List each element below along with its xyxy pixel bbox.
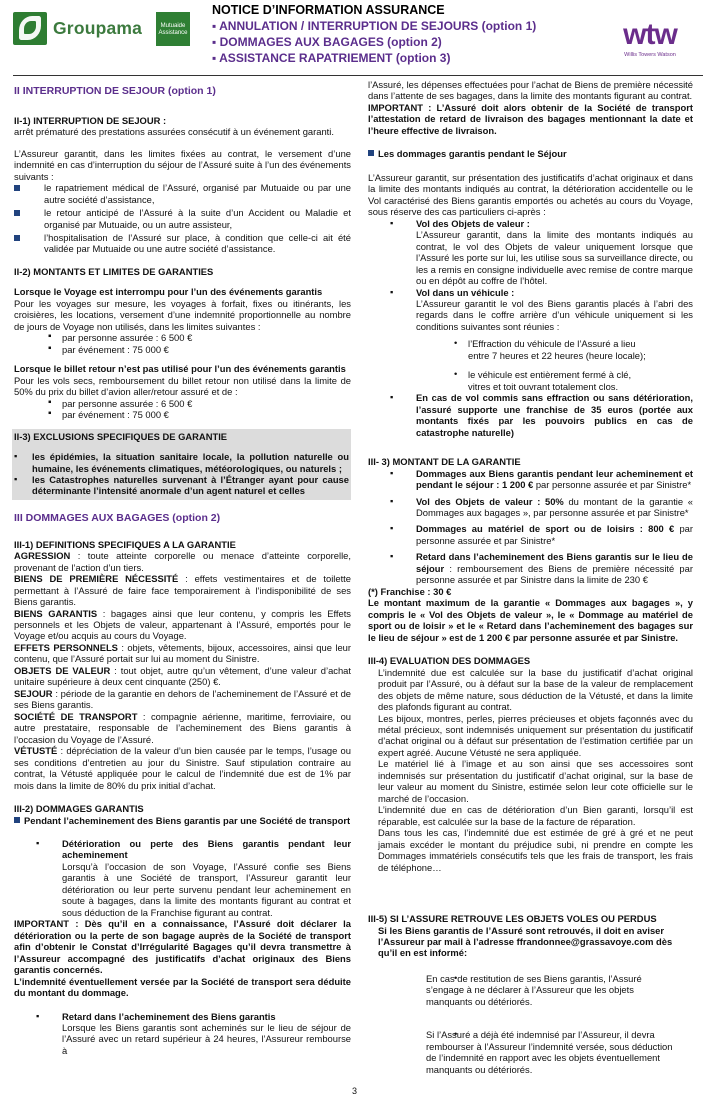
s23-title: II-3) EXCLUSIONS SPECIFIQUES DE GARANTIE [14,430,228,442]
paragraph: Les bijoux, montres, perles, pierres précieuses et objets façonnés avec du métal précieux, sont indemnisés uniquement sur présentation du justificatif d’achat original ou à défaut sur présentation de l’estimation certifiée par un expert agréé. Aucune Vétusté ne sera appliquée. [378,712,693,758]
exclusions-box [12,429,351,500]
s33-franchise: (*) Franchise : 30 € [368,585,452,597]
s33-list [368,468,693,586]
page-number: 3 [352,1086,358,1096]
s32-list-2 [14,1011,351,1057]
list-item: ▪ Vol des Objets de valeur : 50% du montant de la garantie « Dommages aux bagages », par personne assurée et par Sinistre* [368,496,693,519]
s32-important: IMPORTANT : Dès qu’il en a connaissance, l’Assuré doit déclarer la détérioration ou la perte de son bagage auprès de la Société de transport afin d’obtenir le Constat d’Irrégularité Bagages qu’il devra transmettre à l’Assureur accompagné des justificatifs d’achat originaux des Biens garantis concernés. [14,918,351,976]
definition: SEJOUR : période de la garantie en dehors de l’acheminement de l’Assuré et de ses Biens garantis. [14,687,351,711]
square-bullet-icon [14,235,20,241]
header-divider [13,75,703,76]
s32-title: III-2) DOMMAGES GARANTIS [14,803,144,815]
list-item: ▪ les Catastrophes naturelles survenant à l’Étranger ayant pour cause déterminante l’intensité anormale d’un agent naturel et celles [14,474,349,497]
list-item: ▪ Détérioration ou perte des Biens garantis pendant leur acheminement Lorsqu’à l’occasion de son Voyage, l’Assuré confie ses Biens garantis à une Société de transport, l’Assureur garantit leur détérioration ou leur perte survenu pendant leur acheminement en soute à bagages, dans la limite des montants figurant au contrat et sous déduction de la Franchise figurant au contrat. [14,838,351,918]
definition: BIENS DE PREMIÈRE NÉCESSITÉ : effets vestimentaires et de toilette permettant à l’Assuré de faire face temporairement à l’indisponibilité de ses Biens garantis. [14,573,351,608]
list-item: le retour anticipé de l’Assuré à la suite d’un Accident ou Maladie et organisé par Mutuaide, ou un autre assisteur, [14,207,351,230]
s31-title: III-1) DEFINITIONS SPECIFIQUES A LA GARANTIE [14,538,236,550]
list-item: ▪ Dommages au matériel de sport ou de loisirs : 800 € par personne assurée et par Sinistre* [368,523,693,546]
s32-list-1 [14,838,351,918]
title-line-2: ▪ DOMMAGES AUX BAGAGES (option 2) [212,34,442,49]
s34-title: III-4) EVALUATION DES DOMMAGES [368,655,531,667]
definition: EFFETS PERSONNELS : objets, vêtements, bijoux, accessoires, ainsi que leur contenu, que l’Assuré portait sur lui au moment du Sinistre. [14,641,351,665]
square-bullet-icon [14,185,20,191]
list-item: ▪ par personne assurée : 6 500 € [14,398,351,409]
wtw-logo [605,20,695,59]
definition: SOCIÉTÉ DE TRANSPORT : compagnie aérienne, maritime, ferroviaire, ou autre prestataire, responsable de l’acheminement des Biens garantis à l’occasion du Voyage de l’Assuré. [14,710,352,745]
s22-a-list [14,332,351,355]
paragraph: L’indemnité due en cas de détérioration d’un Bien garanti, lorsqu’il est réparable, est calculée sur la base de la facture de réparation. [378,804,693,827]
s22-b-list [14,398,351,421]
title-block [212,3,592,65]
mutuaide-logo: Mutuaide Assistance [156,12,190,46]
right-column [368,79,693,1075]
definition: VÉTUSTÉ : dépréciation de la valeur d’un bien causée par le temps, l’usage ou ses conditions d’entretien au jour du Sinistre. Sauf stipulation contraire au contrat, la Vétusté appliquée pour le calcul de l’indemnité due est de 1% par mois dans la limite de 80% du prix initial d’achat. [14,745,351,791]
document-title: NOTICE D’INFORMATION ASSURANCE [212,3,445,17]
s32-sub: Pendant l’acheminement des Biens garantis par une Société de transport [14,815,351,826]
vehicle-conditions [368,338,693,392]
s35-text: Si les Biens garantis de l’Assuré sont retrouvés, il doit en aviser l’Assureur par mail à l’adresse ffrandonnee@grassavoye.com dès qu’il en est informé: [378,924,673,959]
s22-b-head: Lorsque le billet retour n’est pas utilisé pour l’un des événements garantis [14,363,346,375]
s32-indemn: L’indemnité éventuellement versée par la Société de transport sera déduite du montant du dommage. [14,975,351,999]
cont-text: l’Assuré, les dépenses effectuées pour l’achat de Biens de première nécessité dans l’attente de ses bagages, dans la limite des montants figurant au contrat. [368,79,693,102]
definitions [14,550,351,791]
list-item: ▪ Retard dans l’acheminement des Biens garantis Lorsque les Biens garantis sont acheminés sur le lieu de séjour de l’Assuré avec un retard supérieur à 24 heures, l’Assureur rembourse à [14,1011,351,1057]
groupama-leaf-icon [13,12,47,45]
sejour-sub: Les dommages garantis pendant le Séjour [368,148,693,159]
section-3-title: III DOMMAGES AUX BAGAGES (option 2) [14,511,221,524]
paragraph: L’indemnité due est calculée sur la base du justificatif d’achat original produit par l’Assuré, ou à défaut sur la base de la valeur de remplacement des objets de même nature, sous déduction de la Vétusté, et dans la limite des plafonds figurant au contrat. [378,666,693,713]
list-item: le rapatriement médical de l’Assuré, organisé par Mutuaide ou par une autre société d’assistance, [14,182,351,205]
list-item: • l’Effraction du véhicule de l’Assuré a lieu entre 7 heures et 22 heures (heure locale); [368,338,693,361]
s21-title: II-1) INTERRUPTION DE SEJOUR : [14,114,167,126]
s21-intro: L’Assureur garantit, dans les limites fixées au contrat, le versement d’une indemnité en cas d’interruption du séjour de l’Assuré suite à l’un des événements suivants : [14,147,351,182]
s33-max: Le montant maximum de la garantie « Dommages aux bagages », y compris le « Vol des Objets de valeur », le « Dommage au matériel de sport ou de loisir » et le « Retard dans l’acheminement des bagages sur le lieu de séjour » est de 1 200 € par personne assurée et par Sinistre. [368,597,693,643]
square-bullet-icon [14,817,20,823]
s34-body [368,667,693,873]
s35-list [368,973,693,1075]
s22-a-text: Pour les voyages sur mesure, les voyages à forfait, fixes ou itinérants, les croisières, les locations, versement d’une indemnité proportionnelle au nombre de jours de Voyage non utilisés, dans les limites suivantes : [14,297,351,332]
list-item: l’hospitalisation de l’Assuré sur place, à condition que celle-ci ait été validée par Mutuaide ou une autre société d’assistance. [14,232,351,255]
s22-title: II-2) MONTANTS ET LIMITES DE GARANTIES [14,265,214,277]
cont-important: IMPORTANT : L’Assuré doit alors obtenir de la Société de transport l’attestation de retard de livraison des bagages mentionnant la date et l’heure effective de livraison. [368,101,693,136]
groupama-name: Groupama [53,17,143,38]
list-item: ▪ les épidémies, la situation sanitaire locale, la pollution naturelle ou humaine, les événements climatiques, météorologiques, ou naturels ; [14,451,349,474]
franchise-list [368,392,693,438]
groupama-logo [13,12,142,45]
s35-title: III-5) SI L’ASSURE RETROUVE LES OBJETS VOLES OU PERDUS [368,913,657,925]
list-item: ▪ par événement : 75 000 € [14,344,351,355]
s22-b-text: Pour les vols secs, remboursement du billet retour non utilisé dans la limite de 50% du prix du billet d’avion aller/retour assuré et de : [14,374,351,398]
list-item: ▪ Vol des Objets de valeur : L’Assureur garantit, dans la limite des montants indiqués au contrat, le vol des Objets de valeur uniquement lorsque que l’Assuré les porte sur lui, les utilise sous sa surveillance directe, ou les a remis en consigne individuelle avec remise de contre marque ou en dépôt au coffre de l’hôtel. [368,218,693,287]
s33-title: III- 3) MONTANT DE LA GARANTIE [368,456,521,468]
definition: AGRESSION : toute atteinte corporelle ou menace d’atteinte corporelle, provenant de l’action d’un tiers. [14,550,351,573]
title-line-3: ▪ ASSISTANCE RAPATRIEMENT (option 3) [212,50,451,65]
sejour-intro: L’Assureur garantit, sur présentation des justificatifs d’achat originaux et dans la limite des montants indiqués au contrat, la détérioration accidentelle ou le Vol caractérisé des Biens garantis emportés ou achetés au cours du Voyage, sous réserve des cas particuliers ci-après : [368,171,693,218]
title-line-1: ▪ ANNULATION / INTERRUPTION DE SEJOURS (option 1) [212,19,537,34]
s21-list [14,182,351,255]
wtw-mark: wtw [623,18,677,51]
left-column [14,85,351,1056]
section-2-title: II INTERRUPTION DE SEJOUR (option 1) [14,85,216,97]
square-bullet-icon [368,150,374,156]
wtw-sub: Willis Towers Watson [624,52,676,58]
paragraph: Dans tous les cas, l’indemnité due est estimée de gré à gré et ne peut jamais excéder le montant du préjudice subi, ni prendre en compte les Dommages immatériels consécutifs tels que les frais de transport, les frais de téléphone… [378,827,693,873]
definition: OBJETS DE VALEUR : tout objet, autre qu’un vêtement, d’une valeur d’achat unitaire supérieure à deux cent cinquante (250) €. [14,664,351,688]
s22-a-head: Lorsque le Voyage est interrompu pour l’un des événements garantis [14,286,323,298]
definition: BIENS GARANTIS : bagages ainsi que leur contenu, y compris les Effets personnels et les Objets de valeur, appartenant à l’Assuré, emportés pour le Voyage et/ou acquis au cours du Voyage. [14,607,351,642]
sejour-list [368,218,693,333]
list-item: • En cas de restitution de ses Biens garantis, l’Assuré s’engage à ne déclarer à l’Assureur que les objets manquants ou détériorés. [368,973,693,1007]
square-bullet-icon [14,210,20,216]
list-item: • le véhicule est entièrement fermé à clé, vitres et toit ouvrant totalement clos. [368,369,693,392]
list-item: ▪ par événement : 75 000 € [14,409,351,420]
list-item: • Si l’Assuré a déjà été indemnisé par l’Assureur, il devra rembourser à l’Assureur l’indemnité versée, sous déduction de l’indemnité en rapport avec les objets éventuellement manquants ou détériorés. [368,1029,693,1075]
list-item: ▪ Vol dans un véhicule : L’Assureur garantit le vol des Biens garantis placés à l’abri des regards dans le coffre arrière d’un véhicule uniquement si les conditions suivantes sont réunies : [368,287,693,333]
list-item: ▪ Retard dans l’acheminement des Biens garantis sur le lieu de séjour : remboursement des Biens de première nécessité par personne assurée et par Sinistre dans la limite de 230 € [368,551,693,585]
page-header [0,0,716,75]
s21-text: arrêt prématuré des prestations assurées consécutif à un événement garanti. [14,126,334,138]
list-item: ▪ par personne assurée : 6 500 € [14,332,351,343]
list-item: ▪ En cas de vol commis sans effraction ou sans détérioration, l’assuré supporte une franchise de 35 euros (portée aux montants fixés par les pouvoirs publics en cas de catastrophe naturelle) [368,392,693,438]
s23-list [14,451,349,497]
paragraph: Le matériel lié à l’image et au son ainsi que ses accessoires sont indemnisés sur présentation du justificatif d’achat original, sur la base de leur valeur au moment du Sinistre, estimée selon leur cote officielle sur le marché de l’occasion. [378,758,693,804]
list-item: ▪ Dommages aux Biens garantis pendant leur acheminement et pendant le séjour : 1 200 € par personne assurée et par Sinistre* [368,468,693,491]
